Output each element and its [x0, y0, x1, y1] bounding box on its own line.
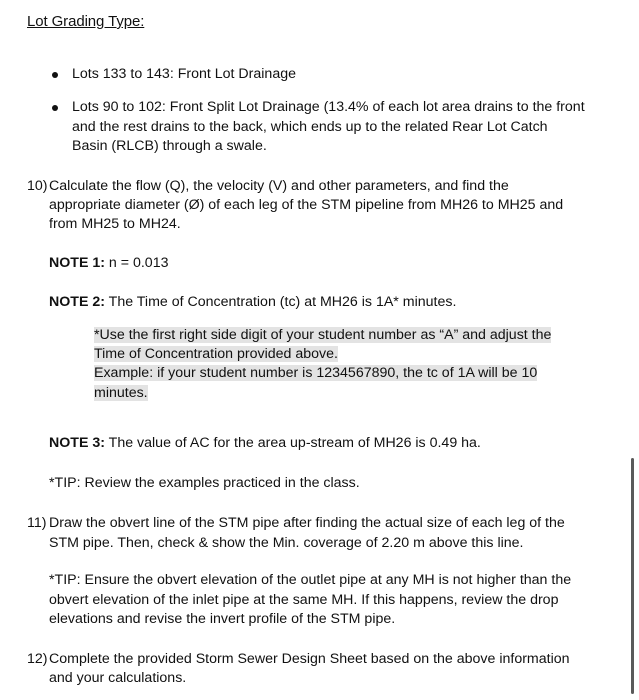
- highlight-line-4: minutes.: [94, 385, 148, 401]
- question-10-number: 10): [27, 178, 48, 194]
- note-1: [49, 254, 168, 274]
- note-3: [49, 434, 481, 454]
- note-2: [49, 293, 456, 313]
- note-3-text: The value of AC for the area up-stream of MH26 is 0.49 ha.: [104, 435, 481, 451]
- note-3-label: NOTE 3:: [49, 435, 105, 451]
- question-11-number: 11): [27, 515, 47, 531]
- vertical-scrollbar[interactable]: [631, 458, 634, 694]
- tip-1: *TIP: Review the examples practiced in the class.: [49, 475, 360, 491]
- question-12-number: 12): [27, 651, 48, 667]
- tip-2-line-2: obvert elevation of the inlet pipe at the same MH. If this happens, review the drop: [49, 592, 559, 608]
- bullet-dot-icon: [52, 105, 58, 111]
- bullet-2-line-2: and the rest drains to the back, which ends up to the related Rear Lot Catch: [72, 119, 548, 135]
- question-11-line-2: STM pipe. Then, check & show the Min. coverage of 2.20 m above this line.: [49, 535, 524, 551]
- note-1-text: n = 0.013: [104, 255, 169, 271]
- note-1-label: NOTE 1:: [49, 255, 105, 271]
- question-10-line-1: Calculate the flow (Q), the velocity (V) and other parameters, and find the: [49, 178, 509, 194]
- question-11-line-1: Draw the obvert line of the STM pipe after finding the actual size of each leg of the: [49, 515, 565, 531]
- bullet-2-line-1: Lots 90 to 102: Front Split Lot Drainage (13.4% of each lot area drains to the front: [72, 99, 585, 115]
- question-12-line-1: Complete the provided Storm Sewer Design Sheet based on the above information: [49, 651, 570, 667]
- tip-2-line-3: elevations and revise the invert profile of the STM pipe.: [49, 611, 396, 627]
- bullet-1-line-1: Lots 133 to 143: Front Lot Drainage: [72, 66, 296, 82]
- note-2-label: NOTE 2:: [49, 294, 105, 310]
- highlight-line-1: *Use the first right side digit of your student number as “A” and adjust the: [94, 327, 552, 343]
- tip-2-line-1: *TIP: Ensure the obvert elevation of the outlet pipe at any MH is not higher than the: [49, 572, 572, 588]
- question-12-line-2: and your calculations.: [49, 670, 187, 686]
- question-10-line-3: from MH25 to MH24.: [49, 216, 181, 232]
- bullet-dot-icon: [52, 72, 58, 78]
- note-2-text: The Time of Concentration (tc) at MH26 is 1A* minutes.: [104, 294, 457, 310]
- question-10-line-2: appropriate diameter (Ø) of each leg of the STM pipeline from MH26 to MH25 and: [49, 197, 564, 213]
- highlight-line-2: Time of Concentration provided above.: [94, 346, 338, 362]
- highlight-line-3: Example: if your student number is 1234567890, the tc of 1A will be 10: [94, 365, 538, 381]
- bullet-2-line-3: Basin (RLCB) through a swale.: [72, 138, 267, 154]
- section-heading: Lot Grading Type:: [27, 13, 145, 30]
